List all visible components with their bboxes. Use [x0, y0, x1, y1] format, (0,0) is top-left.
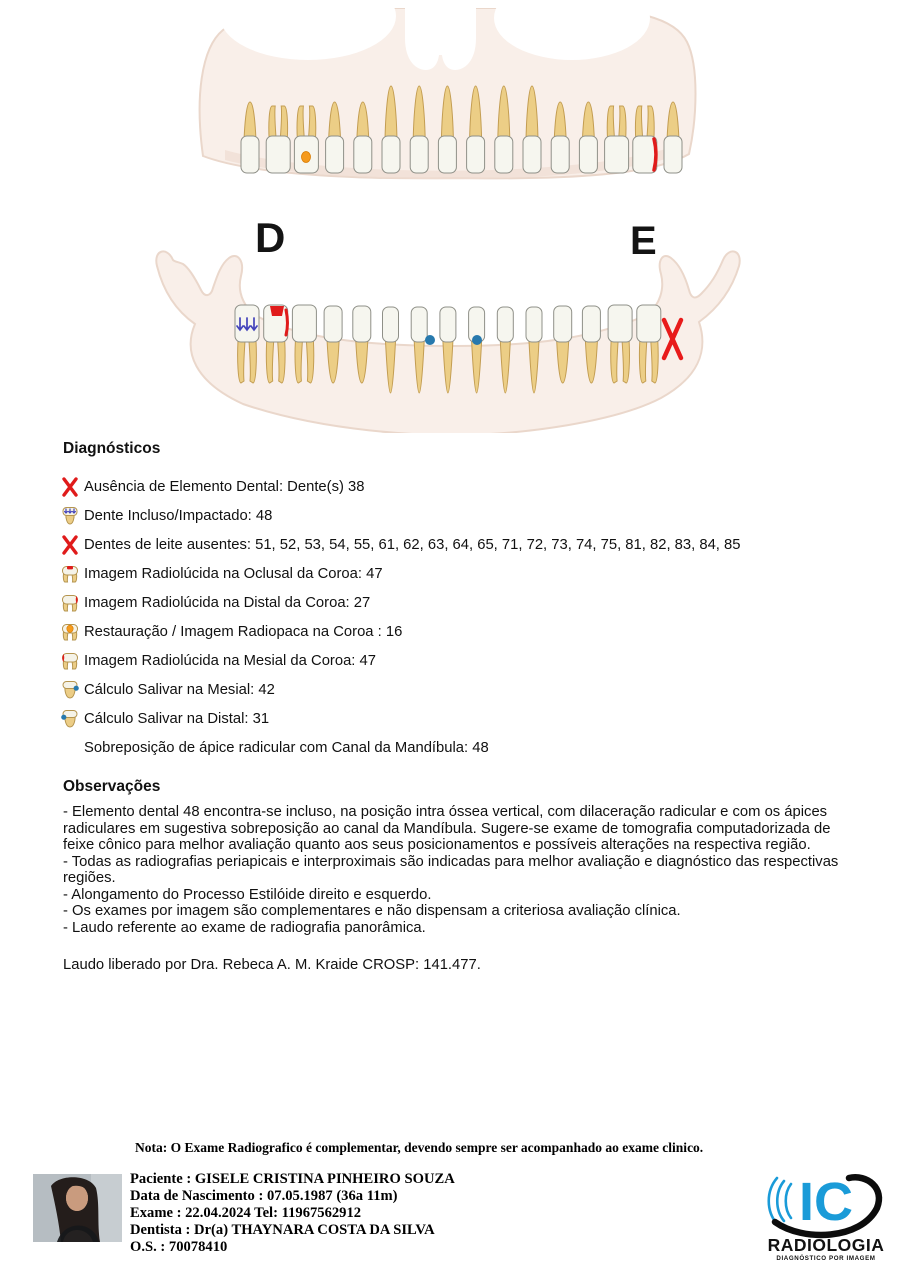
exam-line: Exame : 22.04.2024 Tel: 11967562912: [130, 1205, 362, 1221]
panoramic-odontogram: [95, 8, 810, 433]
diagnosis-row: [60, 472, 850, 501]
diagnosis-row: [60, 588, 850, 617]
footer-note: Nota: O Exame Radiografico é complementar, devendo sempre ser acompanhado ao exame clinico.: [135, 1140, 704, 1155]
impacted-mark-48: [237, 318, 257, 330]
diagnosis-text: Imagem Radiolúcida na Distal da Coroa: 27: [84, 594, 371, 611]
distal-radiolucency-mark-27: [654, 139, 656, 170]
diagnosis-text: Ausência de Elemento Dental: Dente(s) 38: [84, 478, 365, 495]
dentist-line: Dentista : Dr(a) THAYNARA COSTA DA SILVA: [130, 1222, 435, 1238]
tooth-occlusal-red-icon: [60, 564, 80, 584]
patient-birth-line: Data de Nascimento : 07.05.1987 (36a 11m): [130, 1188, 398, 1204]
diagnostics-title: Diagnósticos: [63, 440, 161, 457]
logo-tagline: DIAGNÓSTICO POR IMAGEM: [776, 1255, 876, 1262]
observation-item: - Os exames por imagem são complementares e não dispensam a criteriosa avaliação clínica.: [63, 903, 681, 919]
missing-tooth-x-icon: [60, 535, 80, 555]
tooth-distal-red-icon: [60, 593, 80, 613]
side-label-left: E: [630, 219, 657, 263]
missing-tooth-x-icon: [60, 477, 80, 497]
tooth-mesial-red-icon: [60, 651, 80, 671]
observation-item: - Elemento dental 48 encontra-se incluso, na posição intra óssea vertical, com dilaceração radicular e com os ápices radiculares em sugestiva sobreposição ao canal da Mandíbula. Sugere-se exame de tomografia computadorizada de feixe cônico para melhor avaliação quanto aos seus posicionamentos e possíveis alterações na respectiva região.: [63, 804, 831, 853]
side-label-right: D: [255, 214, 286, 261]
observations-body: [63, 804, 849, 936]
calculus-mark-31: [472, 335, 482, 345]
diagnostics-list: [60, 472, 850, 762]
restoration-mark-16: [302, 152, 311, 163]
diagnosis-row: [60, 675, 850, 704]
diagnosis-text: Cálculo Salivar na Distal: 31: [84, 710, 270, 727]
service-order-line: O.S. : 70078410: [130, 1239, 228, 1255]
diagnosis-text: Sobreposição de ápice radicular com Canal da Mandíbula: 48: [84, 739, 489, 756]
calculus-distal-icon: [60, 709, 80, 729]
occlusal-radiolucency-mark-47: [270, 306, 284, 316]
diagnosis-text: Imagem Radiolúcida na Mesial da Coroa: 47: [84, 652, 376, 669]
calculus-mesial-icon: [60, 680, 80, 700]
patient-photo: [33, 1174, 122, 1242]
patient-name-line: Paciente : GISELE CRISTINA PINHEIRO SOUZA: [130, 1171, 455, 1187]
calculus-mark-42: [425, 335, 435, 345]
diagnosis-row: [60, 530, 850, 559]
clinic-logo: [755, 1158, 897, 1266]
diagnosis-text: Imagem Radiolúcida na Oclusal da Coroa: 47: [84, 565, 383, 582]
logo-initials: IC: [799, 1172, 853, 1232]
patient-info-block: [130, 1171, 455, 1256]
logo-waves: [769, 1178, 791, 1224]
radiolucency-side-mark-47: [286, 310, 288, 335]
diagnosis-text: Dente Incluso/Impactado: 48: [84, 507, 273, 524]
diagnosis-text: Restauração / Imagem Radiopaca na Coroa : 16: [84, 623, 403, 640]
observations-title: Observações: [63, 778, 161, 795]
diagnosis-text: Cálculo Salivar na Mesial: 42: [84, 681, 275, 698]
icon-spacer: [60, 738, 80, 758]
diagnosis-row: [60, 733, 850, 762]
observation-item: - Laudo referente ao exame de radiografia panorâmica.: [63, 919, 426, 936]
diagnosis-row: [60, 646, 850, 675]
logo-name: RADIOLOGIA: [767, 1235, 885, 1255]
diagnosis-row: [60, 704, 850, 733]
observation-item: - Todas as radiografias periapicais e interproximais são indicadas para melhor avaliação e diagnóstico das respectivas regiões.: [63, 853, 839, 886]
diagnosis-row: [60, 617, 850, 646]
diagnosis-row: [60, 501, 850, 530]
diagnosis-text: Dentes de leite ausentes: 51, 52, 53, 54, 55, 61, 62, 63, 64, 65, 71, 72, 73, 74, 75, 81, 82, 83, 84, 85: [84, 536, 741, 553]
diagnosis-row: [60, 559, 850, 588]
observation-item: - Alongamento do Processo Estilóide direito e esquerdo.: [63, 886, 432, 903]
impacted-tooth-icon: [60, 506, 80, 526]
tooth-radiopaque-icon: [60, 622, 80, 642]
report-release-line: Laudo liberado por Dra. Rebeca A. M. Kraide CROSP: 141.477.: [63, 957, 481, 973]
